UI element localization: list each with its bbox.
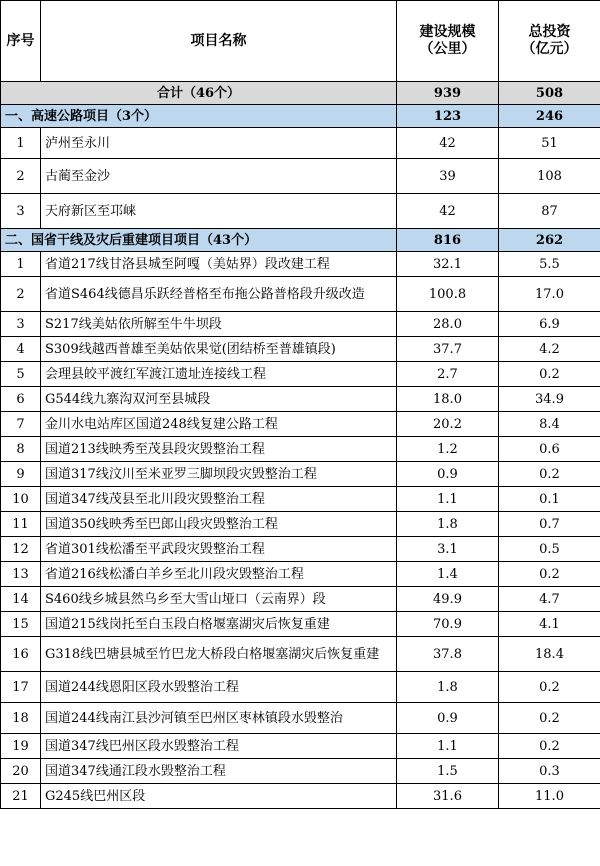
section-invest: 262 — [499, 229, 600, 252]
row-scale: 70.9 — [397, 612, 499, 637]
total-scale: 939 — [397, 82, 499, 105]
row-no: 14 — [1, 587, 41, 612]
header-invest-line2: （亿元） — [521, 41, 578, 57]
row-name: S309线越西普雄至美姑依果觉(团结桥至普雄镇段) — [41, 337, 397, 362]
row-no: 15 — [1, 612, 41, 637]
header-scale-line1: 建设规模 — [419, 24, 476, 40]
row-scale: 20.2 — [397, 412, 499, 437]
row-no: 3 — [1, 194, 41, 229]
row-name: 国道215线岗托至白玉段白格堰塞湖灾后恢复重建 — [41, 612, 397, 637]
row-scale: 1.8 — [397, 512, 499, 537]
table-header — [1, 1, 600, 82]
table-row — [1, 759, 600, 784]
table-row — [1, 387, 600, 412]
row-name: 国道244线恩阳区段水毁整治工程 — [41, 672, 397, 703]
row-no: 5 — [1, 362, 41, 387]
row-invest: 0.3 — [499, 759, 600, 784]
row-no: 16 — [1, 637, 41, 672]
header-scale — [397, 1, 499, 82]
row-invest: 0.2 — [499, 362, 600, 387]
table-row — [1, 437, 600, 462]
table-row — [1, 412, 600, 437]
total-invest: 508 — [499, 82, 600, 105]
row-no: 21 — [1, 784, 41, 809]
table-row — [1, 312, 600, 337]
row-no: 9 — [1, 462, 41, 487]
row-invest: 0.1 — [499, 487, 600, 512]
row-no: 3 — [1, 312, 41, 337]
row-name: G318线巴塘县城至竹巴龙大桥段白格堰塞湖灾后恢复重建 — [41, 637, 397, 672]
row-no: 20 — [1, 759, 41, 784]
row-name: 国道347线巴州区段水毁整治工程 — [41, 734, 397, 759]
row-name: 省道216线松潘白羊乡至北川段灾毁整治工程 — [41, 562, 397, 587]
row-scale: 37.8 — [397, 637, 499, 672]
table-row — [1, 703, 600, 734]
row-invest: 8.4 — [499, 412, 600, 437]
row-invest: 0.2 — [499, 462, 600, 487]
row-name: 省道S464线德昌乐跃经普格至布拖公路普格段升级改造 — [41, 277, 397, 312]
row-invest: 0.2 — [499, 703, 600, 734]
row-name: 泸州至永川 — [41, 128, 397, 159]
table-row — [1, 734, 600, 759]
section-label: 二、国省干线及灾后重建项目项目（43个） — [1, 229, 397, 252]
row-scale: 42 — [397, 194, 499, 229]
row-invest: 108 — [499, 159, 600, 194]
table-row — [1, 672, 600, 703]
row-no: 11 — [1, 512, 41, 537]
table-row — [1, 637, 600, 672]
table-row — [1, 587, 600, 612]
row-invest: 18.4 — [499, 637, 600, 672]
row-scale: 32.1 — [397, 252, 499, 277]
section-scale: 816 — [397, 229, 499, 252]
row-name: 国道213线映秀至茂县段灾毁整治工程 — [41, 437, 397, 462]
row-name: 国道347线通江段水毁整治工程 — [41, 759, 397, 784]
row-name: 金川水电站库区国道248线复建公路工程 — [41, 412, 397, 437]
section-row-trunk — [1, 229, 600, 252]
row-no: 1 — [1, 128, 41, 159]
row-invest: 0.2 — [499, 562, 600, 587]
row-no: 1 — [1, 252, 41, 277]
row-name: 国道317线汶川至米亚罗三脚坝段灾毁整治工程 — [41, 462, 397, 487]
row-invest: 5.5 — [499, 252, 600, 277]
header-invest — [499, 1, 600, 82]
row-invest: 34.9 — [499, 387, 600, 412]
row-no: 6 — [1, 387, 41, 412]
row-scale: 1.1 — [397, 734, 499, 759]
row-scale: 31.6 — [397, 784, 499, 809]
row-scale: 39 — [397, 159, 499, 194]
table-row — [1, 537, 600, 562]
row-scale: 49.9 — [397, 587, 499, 612]
row-scale: 28.0 — [397, 312, 499, 337]
row-name: G245线巴州区段 — [41, 784, 397, 809]
row-scale: 1.2 — [397, 437, 499, 462]
table-row — [1, 512, 600, 537]
row-scale: 42 — [397, 128, 499, 159]
row-invest: 51 — [499, 128, 600, 159]
row-name: G544线九寨沟双河至县城段 — [41, 387, 397, 412]
row-invest: 0.7 — [499, 512, 600, 537]
row-invest: 0.5 — [499, 537, 600, 562]
table-row — [1, 194, 600, 229]
total-label: 合计（46个） — [1, 82, 397, 105]
row-scale: 1.4 — [397, 562, 499, 587]
header-scale-line2: （公里） — [419, 41, 476, 57]
row-scale: 3.1 — [397, 537, 499, 562]
table-row — [1, 159, 600, 194]
section-invest: 246 — [499, 105, 600, 128]
row-name: 天府新区至邛崃 — [41, 194, 397, 229]
row-scale: 1.5 — [397, 759, 499, 784]
table-row — [1, 487, 600, 512]
row-invest: 0.2 — [499, 734, 600, 759]
row-name: 国道350线映秀至巴郎山段灾毁整治工程 — [41, 512, 397, 537]
row-invest: 11.0 — [499, 784, 600, 809]
table-row — [1, 337, 600, 362]
row-invest: 0.2 — [499, 672, 600, 703]
row-no: 2 — [1, 277, 41, 312]
row-no: 13 — [1, 562, 41, 587]
row-scale: 1.1 — [397, 487, 499, 512]
row-invest: 4.1 — [499, 612, 600, 637]
header-name: 项目名称 — [41, 1, 397, 82]
table-row — [1, 562, 600, 587]
header-no: 序号 — [1, 1, 41, 82]
row-no: 17 — [1, 672, 41, 703]
row-no: 7 — [1, 412, 41, 437]
row-invest: 87 — [499, 194, 600, 229]
section-label: 一、高速公路项目（3个） — [1, 105, 397, 128]
table-row — [1, 252, 600, 277]
row-invest: 4.2 — [499, 337, 600, 362]
table-row — [1, 462, 600, 487]
row-name: S217线美姑依所解至牛牛坝段 — [41, 312, 397, 337]
section-row-highway — [1, 105, 600, 128]
row-name: 古蔺至金沙 — [41, 159, 397, 194]
row-no: 18 — [1, 703, 41, 734]
row-no: 4 — [1, 337, 41, 362]
row-no: 8 — [1, 437, 41, 462]
row-name: 省道301线松潘至平武段灾毁整治工程 — [41, 537, 397, 562]
row-no: 10 — [1, 487, 41, 512]
row-invest: 6.9 — [499, 312, 600, 337]
row-name: 国道347线茂县至北川段灾毁整治工程 — [41, 487, 397, 512]
total-row — [1, 82, 600, 105]
table-row — [1, 128, 600, 159]
row-scale: 37.7 — [397, 337, 499, 362]
table-row — [1, 784, 600, 809]
table-row — [1, 362, 600, 387]
row-no: 12 — [1, 537, 41, 562]
row-scale: 2.7 — [397, 362, 499, 387]
row-scale: 1.8 — [397, 672, 499, 703]
row-scale: 18.0 — [397, 387, 499, 412]
row-invest: 4.7 — [499, 587, 600, 612]
table-row — [1, 612, 600, 637]
row-no: 2 — [1, 159, 41, 194]
row-name: 国道244线南江县沙河镇至巴州区枣林镇段水毁整治 — [41, 703, 397, 734]
row-name: 省道217线甘洛县城至阿嘎（美姑界）段改建工程 — [41, 252, 397, 277]
section-scale: 123 — [397, 105, 499, 128]
table-row — [1, 277, 600, 312]
row-invest: 0.6 — [499, 437, 600, 462]
row-scale: 100.8 — [397, 277, 499, 312]
row-scale: 0.9 — [397, 703, 499, 734]
header-invest-line1: 总投资 — [528, 24, 571, 40]
row-name: S460线乡城县然乌乡至大雪山垭口（云南界）段 — [41, 587, 397, 612]
row-invest: 17.0 — [499, 277, 600, 312]
row-no: 19 — [1, 734, 41, 759]
row-name: 会理县皎平渡红军渡江遗址连接线工程 — [41, 362, 397, 387]
row-scale: 0.9 — [397, 462, 499, 487]
